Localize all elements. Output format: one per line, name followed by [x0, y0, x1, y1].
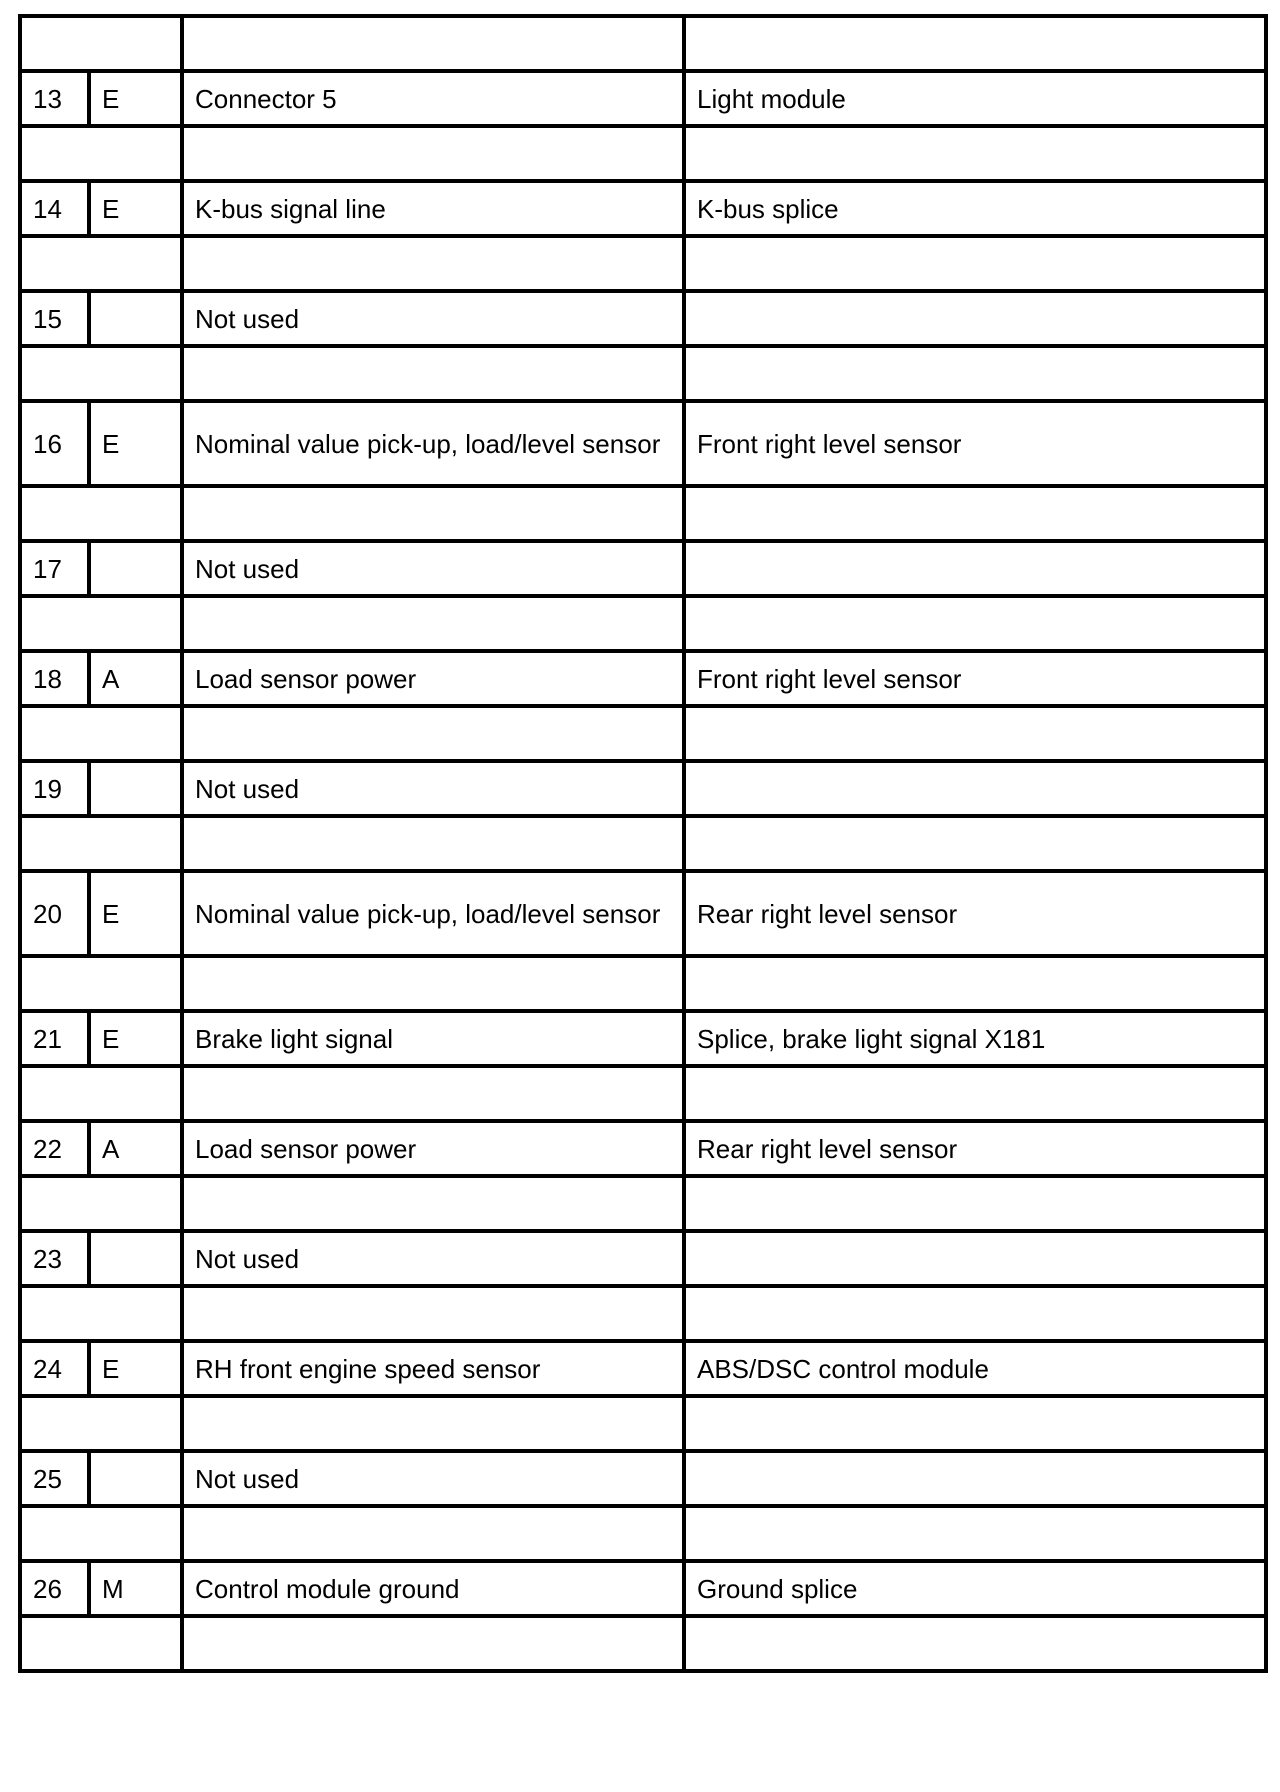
signal-type-cell: E: [89, 401, 182, 486]
signal-type-cell: [89, 761, 182, 816]
spacer-cell: [182, 1506, 684, 1561]
signal-type-cell: A: [89, 651, 182, 706]
table-row: [20, 1011, 1266, 1066]
spacer-row: [20, 956, 1266, 1011]
description-cell: Brake light signal: [182, 1011, 684, 1066]
description-cell: Not used: [182, 1231, 684, 1286]
table-row: [20, 1231, 1266, 1286]
pin-number-cell: 14: [20, 181, 89, 236]
connection-cell: [684, 761, 1266, 816]
signal-type-cell: [89, 291, 182, 346]
spacer-cell: [20, 706, 182, 761]
description-cell: Nominal value pick-up, load/level sensor: [182, 401, 684, 486]
table-row: [20, 71, 1266, 126]
pin-number-cell: 22: [20, 1121, 89, 1176]
spacer-cell: [182, 1396, 684, 1451]
signal-type-cell: M: [89, 1561, 182, 1616]
spacer-cell: [182, 816, 684, 871]
table-row: [20, 1451, 1266, 1506]
table-row: [20, 1121, 1266, 1176]
spacer-cell: [182, 346, 684, 401]
signal-type-cell: [89, 1231, 182, 1286]
table-row: [20, 651, 1266, 706]
pin-number-cell: 13: [20, 71, 89, 126]
description-cell: Not used: [182, 761, 684, 816]
table-row: [20, 291, 1266, 346]
description-cell: Load sensor power: [182, 1121, 684, 1176]
connection-cell: [684, 291, 1266, 346]
connection-cell: Rear right level sensor: [684, 1121, 1266, 1176]
signal-type-cell: E: [89, 871, 182, 956]
pin-number-cell: 21: [20, 1011, 89, 1066]
connection-cell: [684, 1231, 1266, 1286]
table-row: [20, 871, 1266, 956]
table-row: [20, 1341, 1266, 1396]
spacer-cell: [684, 1066, 1266, 1121]
spacer-cell: [182, 956, 684, 1011]
connection-cell: [684, 1451, 1266, 1506]
spacer-cell: [182, 1066, 684, 1121]
spacer-row: [20, 1066, 1266, 1121]
spacer-cell: [20, 1396, 182, 1451]
description-cell: Connector 5: [182, 71, 684, 126]
connection-cell: Ground splice: [684, 1561, 1266, 1616]
description-cell: Control module ground: [182, 1561, 684, 1616]
spacer-cell: [20, 816, 182, 871]
spacer-cell: [182, 16, 684, 71]
spacer-cell: [182, 1616, 684, 1671]
signal-type-cell: A: [89, 1121, 182, 1176]
spacer-cell: [684, 126, 1266, 181]
spacer-row: [20, 16, 1266, 71]
spacer-cell: [182, 486, 684, 541]
description-cell: K-bus signal line: [182, 181, 684, 236]
table-row: [20, 181, 1266, 236]
spacer-row: [20, 126, 1266, 181]
spacer-cell: [684, 1506, 1266, 1561]
signal-type-cell: E: [89, 181, 182, 236]
pin-number-cell: 19: [20, 761, 89, 816]
pin-number-cell: 26: [20, 1561, 89, 1616]
spacer-cell: [20, 1176, 182, 1231]
spacer-cell: [20, 1506, 182, 1561]
spacer-row: [20, 486, 1266, 541]
spacer-cell: [684, 1396, 1266, 1451]
spacer-row: [20, 1396, 1266, 1451]
spacer-row: [20, 1616, 1266, 1671]
spacer-row: [20, 706, 1266, 761]
description-cell: Load sensor power: [182, 651, 684, 706]
spacer-cell: [20, 346, 182, 401]
spacer-cell: [684, 1176, 1266, 1231]
table-row: [20, 401, 1266, 486]
description-cell: RH front engine speed sensor: [182, 1341, 684, 1396]
connection-cell: Splice, brake light signal X181: [684, 1011, 1266, 1066]
spacer-cell: [182, 706, 684, 761]
connection-cell: Front right level sensor: [684, 401, 1266, 486]
pin-number-cell: 16: [20, 401, 89, 486]
signal-type-cell: E: [89, 1011, 182, 1066]
spacer-cell: [20, 596, 182, 651]
spacer-cell: [684, 236, 1266, 291]
spacer-cell: [20, 1066, 182, 1121]
connection-cell: Light module: [684, 71, 1266, 126]
signal-type-cell: [89, 541, 182, 596]
description-cell: Not used: [182, 1451, 684, 1506]
pin-number-cell: 17: [20, 541, 89, 596]
connection-cell: K-bus splice: [684, 181, 1266, 236]
pin-number-cell: 20: [20, 871, 89, 956]
spacer-cell: [684, 1286, 1266, 1341]
description-cell: Not used: [182, 291, 684, 346]
connection-cell: Rear right level sensor: [684, 871, 1266, 956]
spacer-cell: [182, 126, 684, 181]
spacer-cell: [684, 346, 1266, 401]
spacer-cell: [182, 1286, 684, 1341]
description-cell: Not used: [182, 541, 684, 596]
table-row: [20, 761, 1266, 816]
spacer-cell: [20, 956, 182, 1011]
signal-type-cell: [89, 1451, 182, 1506]
spacer-row: [20, 816, 1266, 871]
spacer-cell: [182, 596, 684, 651]
spacer-cell: [684, 596, 1266, 651]
spacer-cell: [684, 706, 1266, 761]
table-row: [20, 1561, 1266, 1616]
spacer-cell: [684, 816, 1266, 871]
description-cell: Nominal value pick-up, load/level sensor: [182, 871, 684, 956]
spacer-row: [20, 596, 1266, 651]
table-row: [20, 541, 1266, 596]
spacer-row: [20, 1176, 1266, 1231]
spacer-cell: [20, 486, 182, 541]
signal-type-cell: E: [89, 1341, 182, 1396]
spacer-cell: [182, 1176, 684, 1231]
connection-cell: Front right level sensor: [684, 651, 1266, 706]
connection-cell: ABS/DSC control module: [684, 1341, 1266, 1396]
pin-number-cell: 15: [20, 291, 89, 346]
spacer-cell: [684, 1616, 1266, 1671]
pin-number-cell: 24: [20, 1341, 89, 1396]
pin-number-cell: 25: [20, 1451, 89, 1506]
spacer-row: [20, 1506, 1266, 1561]
spacer-cell: [20, 1286, 182, 1341]
spacer-cell: [20, 1616, 182, 1671]
spacer-cell: [684, 956, 1266, 1011]
spacer-cell: [20, 236, 182, 291]
spacer-row: [20, 346, 1266, 401]
pin-number-cell: 18: [20, 651, 89, 706]
spacer-cell: [20, 126, 182, 181]
spacer-cell: [182, 236, 684, 291]
pin-number-cell: 23: [20, 1231, 89, 1286]
pin-assignment-table: [18, 14, 1268, 1673]
signal-type-cell: E: [89, 71, 182, 126]
pin-table-body: [20, 16, 1266, 1671]
spacer-cell: [20, 16, 182, 71]
spacer-cell: [684, 16, 1266, 71]
spacer-row: [20, 236, 1266, 291]
connection-cell: [684, 541, 1266, 596]
spacer-row: [20, 1286, 1266, 1341]
spacer-cell: [684, 486, 1266, 541]
